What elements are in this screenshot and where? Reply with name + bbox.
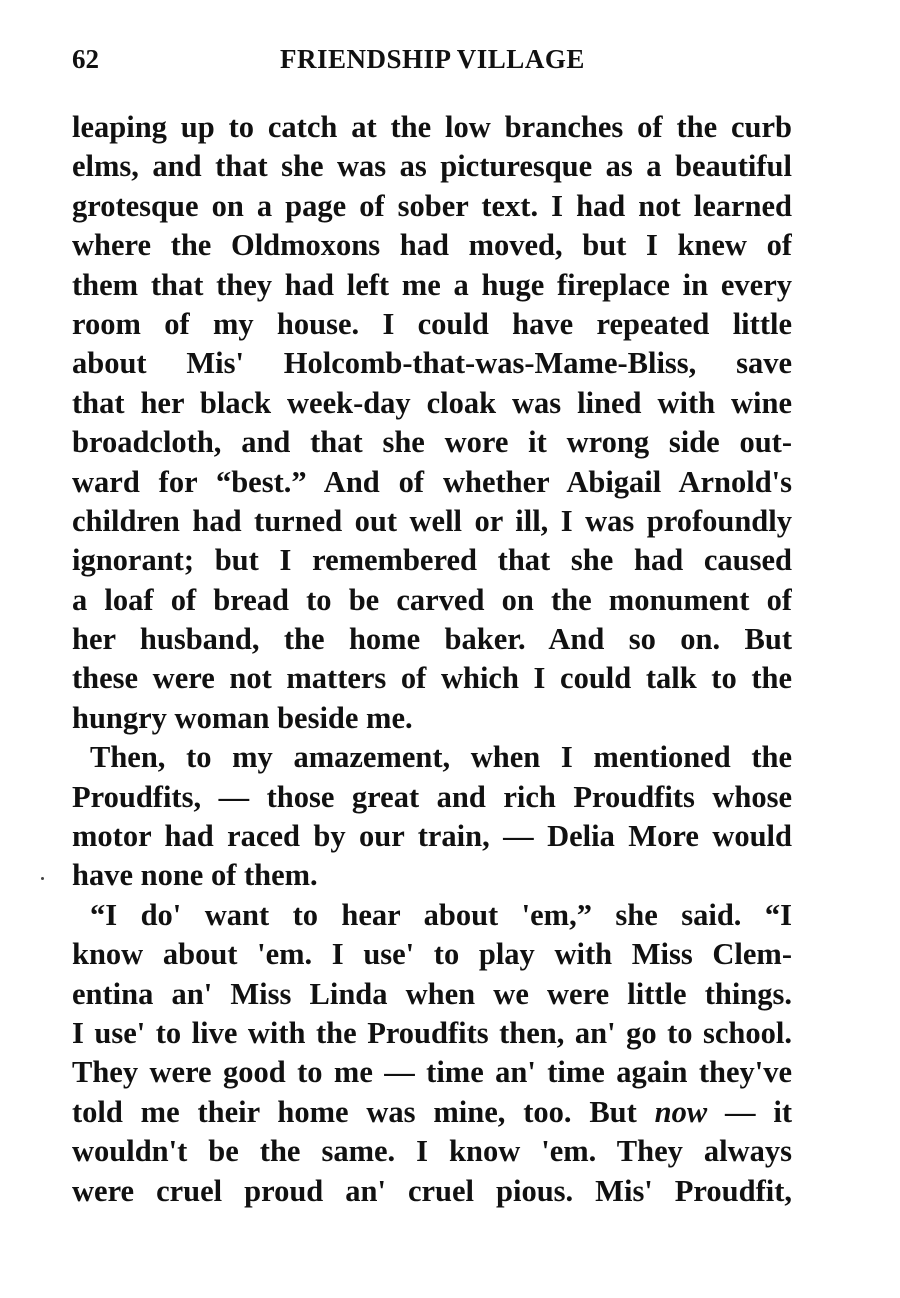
page-number: 62 [72, 44, 99, 74]
text-line: hungry woman beside me. [72, 700, 413, 735]
text-line-start: told me their home was mine, too. But [72, 1094, 637, 1129]
text-line: entina an' Miss Linda when we were little things. [72, 976, 792, 1011]
text-line: grotesque on a page of sober text. I had not learned [72, 188, 792, 223]
text-line: Then, to my amazement, when I mentioned the [90, 740, 792, 775]
page-header [72, 44, 790, 84]
italic-emphasis: now [654, 1094, 708, 1129]
text-line: her husband, the home baker. And so on. But [72, 622, 792, 657]
stray-ink-dot [41, 877, 44, 880]
text-line: Proudfits, — those great and rich Proudfits whose [72, 779, 792, 814]
text-line: “I do' want to hear about 'em,” she said. “I [90, 897, 792, 932]
text-line: wouldn't be the same. I know 'em. They always [72, 1134, 792, 1169]
text-line: know about 'em. I use' to play with Miss Clem- [72, 937, 792, 972]
text-line: I use' to live with the Proudfits then, an' go to school. [72, 1015, 792, 1050]
text-line: leaping up to catch at the low branches of the curb [72, 110, 792, 144]
body-text [72, 108, 792, 1211]
text-line: where the Oldmoxons had moved, but I knew of [72, 228, 792, 263]
text-line: them that they had left me a huge fireplace in every [72, 267, 792, 302]
text-line: have none of them. [72, 858, 318, 893]
text-line: were cruel proud an' cruel pious. Mis' Proudfit, [72, 1173, 792, 1208]
text-line: broadcloth, and that she wore it wrong side out- [72, 425, 792, 460]
text-line: ignorant; but I remembered that she had caused [72, 543, 792, 578]
text-line: about Mis' Holcomb-that-was-Mame-Bliss, save [72, 346, 792, 381]
text-line: ward for “best.” And of whether Abigail Arnold's [72, 464, 792, 499]
text-line: children had turned out well or ill, I was profoundly [72, 503, 792, 538]
text-line: a loaf of bread to be carved on the monument of [72, 582, 792, 617]
text-line: elms, and that she was as picturesque as a beautiful [72, 149, 792, 184]
text-line: that her black week-day cloak was lined with wine [72, 385, 792, 420]
text-line [72, 1093, 792, 1132]
text-line: They were good to me — time an' time again they've [72, 1055, 792, 1090]
text-line: these were not matters of which I could talk to the [72, 661, 792, 696]
text-line-end: — it [707, 1094, 792, 1129]
running-title: FRIENDSHIP VILLAGE [280, 44, 585, 74]
text-line: motor had raced by our train, — Delia More would [72, 819, 792, 854]
text-line: room of my house. I could have repeated little [72, 306, 792, 341]
